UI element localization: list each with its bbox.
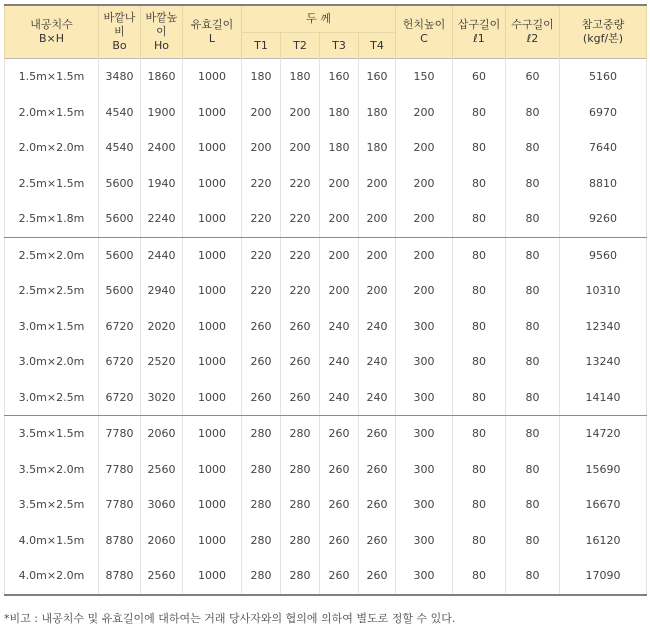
table-cell: 1000 bbox=[183, 166, 242, 202]
table-cell: 80 bbox=[506, 95, 560, 131]
table-cell: 3.5m×2.0m bbox=[5, 452, 99, 488]
table-cell: 7640 bbox=[560, 130, 647, 166]
table-cell: 300 bbox=[396, 487, 453, 523]
table-cell: 220 bbox=[281, 201, 320, 237]
table-cell: 3.0m×2.0m bbox=[5, 344, 99, 380]
table-row bbox=[5, 237, 647, 273]
table-cell: 2240 bbox=[141, 201, 183, 237]
table-cell: 220 bbox=[242, 273, 281, 309]
table-cell: 1000 bbox=[183, 59, 242, 95]
table-cell: 7780 bbox=[99, 416, 141, 452]
table-cell: 200 bbox=[359, 273, 396, 309]
header-reference-weight: 참고중량 (kgf/본) bbox=[560, 5, 647, 59]
table-cell: 2.0m×1.5m bbox=[5, 95, 99, 131]
table-cell: 280 bbox=[242, 452, 281, 488]
table-cell: 260 bbox=[320, 487, 359, 523]
table-cell: 1000 bbox=[183, 273, 242, 309]
table-cell: 1000 bbox=[183, 201, 242, 237]
table-cell: 260 bbox=[359, 558, 396, 595]
table-cell: 3.5m×1.5m bbox=[5, 416, 99, 452]
table-cell: 8780 bbox=[99, 558, 141, 595]
table-cell: 240 bbox=[359, 344, 396, 380]
table-cell: 200 bbox=[396, 237, 453, 273]
header-effective-length: 유효길이 L bbox=[183, 5, 242, 59]
table-cell: 2560 bbox=[141, 558, 183, 595]
table-cell: 1000 bbox=[183, 309, 242, 345]
table-cell: 6720 bbox=[99, 344, 141, 380]
table-cell: 1000 bbox=[183, 95, 242, 131]
table-cell: 80 bbox=[453, 309, 506, 345]
table-cell: 260 bbox=[281, 309, 320, 345]
table-cell: 200 bbox=[242, 130, 281, 166]
table-cell: 180 bbox=[359, 130, 396, 166]
table-cell: 300 bbox=[396, 380, 453, 416]
table-cell: 280 bbox=[281, 452, 320, 488]
table-cell: 80 bbox=[506, 130, 560, 166]
table-cell: 180 bbox=[359, 95, 396, 131]
table-cell: 220 bbox=[242, 201, 281, 237]
table-cell: 1000 bbox=[183, 452, 242, 488]
table-cell: 1000 bbox=[183, 380, 242, 416]
header-thickness: 두 께 bbox=[242, 5, 396, 33]
table-cell: 2.5m×1.5m bbox=[5, 166, 99, 202]
table-cell: 220 bbox=[281, 166, 320, 202]
table-cell: 8780 bbox=[99, 523, 141, 559]
table-cell: 2.5m×2.5m bbox=[5, 273, 99, 309]
table-cell: 80 bbox=[453, 273, 506, 309]
table-cell: 200 bbox=[320, 201, 359, 237]
table-cell: 300 bbox=[396, 309, 453, 345]
footnote: *비고 : 내공치수 및 유효길이에 대하여는 거래 당사자와의 협의에 의하여 별도로 정할 수 있다. bbox=[4, 612, 456, 625]
header-outer-width: 바깥나비 Bo bbox=[99, 5, 141, 59]
table-cell: 300 bbox=[396, 344, 453, 380]
table-cell: 200 bbox=[281, 95, 320, 131]
table-cell: 300 bbox=[396, 558, 453, 595]
table-cell: 280 bbox=[281, 558, 320, 595]
table-cell: 12340 bbox=[560, 309, 647, 345]
table-cell: 260 bbox=[242, 344, 281, 380]
table-cell: 2400 bbox=[141, 130, 183, 166]
table-cell: 200 bbox=[396, 95, 453, 131]
table-cell: 80 bbox=[453, 130, 506, 166]
table-cell: 80 bbox=[453, 95, 506, 131]
table-cell: 16120 bbox=[560, 523, 647, 559]
table-cell: 7780 bbox=[99, 487, 141, 523]
table-cell: 3060 bbox=[141, 487, 183, 523]
table-row bbox=[5, 380, 647, 416]
table-cell: 80 bbox=[506, 523, 560, 559]
table-row bbox=[5, 95, 647, 131]
table-cell: 200 bbox=[396, 201, 453, 237]
table-cell: 2520 bbox=[141, 344, 183, 380]
table-cell: 80 bbox=[453, 523, 506, 559]
table-cell: 5600 bbox=[99, 166, 141, 202]
table-cell: 80 bbox=[506, 487, 560, 523]
table-cell: 1000 bbox=[183, 130, 242, 166]
table-cell: 80 bbox=[453, 558, 506, 595]
table-cell: 220 bbox=[281, 273, 320, 309]
table-cell: 200 bbox=[359, 166, 396, 202]
table-cell: 1000 bbox=[183, 523, 242, 559]
table-cell: 200 bbox=[396, 166, 453, 202]
table-cell: 240 bbox=[359, 309, 396, 345]
table-cell: 80 bbox=[453, 416, 506, 452]
table-cell: 260 bbox=[281, 344, 320, 380]
table-cell: 300 bbox=[396, 523, 453, 559]
table-cell: 240 bbox=[320, 380, 359, 416]
table-cell: 200 bbox=[281, 130, 320, 166]
table-cell: 60 bbox=[453, 59, 506, 95]
table-cell: 5600 bbox=[99, 201, 141, 237]
table-cell: 3480 bbox=[99, 59, 141, 95]
table-cell: 2.5m×2.0m bbox=[5, 237, 99, 273]
table-cell: 1900 bbox=[141, 95, 183, 131]
table-cell: 180 bbox=[320, 130, 359, 166]
table-cell: 160 bbox=[320, 59, 359, 95]
table-cell: 260 bbox=[320, 452, 359, 488]
table-cell: 180 bbox=[281, 59, 320, 95]
table-cell: 180 bbox=[320, 95, 359, 131]
table-cell: 300 bbox=[396, 416, 453, 452]
header-socket-length: 수구길이 ℓ2 bbox=[506, 5, 560, 59]
table-cell: 200 bbox=[396, 130, 453, 166]
table-cell: 1.5m×1.5m bbox=[5, 59, 99, 95]
table-cell: 240 bbox=[320, 344, 359, 380]
header-t1: T1 bbox=[242, 33, 281, 59]
table-cell: 180 bbox=[242, 59, 281, 95]
table-cell: 200 bbox=[320, 166, 359, 202]
table-cell: 280 bbox=[281, 487, 320, 523]
table-cell: 2060 bbox=[141, 416, 183, 452]
table-cell: 80 bbox=[506, 309, 560, 345]
table-row bbox=[5, 416, 647, 452]
table-cell: 220 bbox=[242, 237, 281, 273]
table-cell: 3.0m×1.5m bbox=[5, 309, 99, 345]
table-header bbox=[5, 5, 647, 59]
table-cell: 2440 bbox=[141, 237, 183, 273]
table-cell: 15690 bbox=[560, 452, 647, 488]
table-cell: 200 bbox=[320, 237, 359, 273]
table-cell: 17090 bbox=[560, 558, 647, 595]
table-cell: 2060 bbox=[141, 523, 183, 559]
table-cell: 260 bbox=[242, 309, 281, 345]
table-cell: 200 bbox=[359, 201, 396, 237]
table-body bbox=[5, 59, 647, 595]
table-row bbox=[5, 273, 647, 309]
table-cell: 260 bbox=[242, 380, 281, 416]
table-cell: 80 bbox=[506, 416, 560, 452]
table-cell: 80 bbox=[506, 166, 560, 202]
table-cell: 2.0m×2.0m bbox=[5, 130, 99, 166]
table-cell: 5600 bbox=[99, 237, 141, 273]
table-cell: 80 bbox=[506, 344, 560, 380]
header-spigot-length: 삽구길이 ℓ1 bbox=[453, 5, 506, 59]
table-row bbox=[5, 558, 647, 595]
table-cell: 80 bbox=[453, 344, 506, 380]
header-haunch-height: 헌치높이 C bbox=[396, 5, 453, 59]
table-cell: 80 bbox=[506, 237, 560, 273]
table-row bbox=[5, 344, 647, 380]
table-row bbox=[5, 59, 647, 95]
table-row bbox=[5, 523, 647, 559]
table-cell: 4.0m×1.5m bbox=[5, 523, 99, 559]
table-cell: 260 bbox=[359, 487, 396, 523]
table-cell: 280 bbox=[242, 523, 281, 559]
table-row bbox=[5, 201, 647, 237]
table-row bbox=[5, 309, 647, 345]
table-cell: 280 bbox=[281, 416, 320, 452]
table-cell: 80 bbox=[453, 166, 506, 202]
table-cell: 1940 bbox=[141, 166, 183, 202]
table-row bbox=[5, 166, 647, 202]
table-cell: 300 bbox=[396, 452, 453, 488]
table-cell: 240 bbox=[359, 380, 396, 416]
table-cell: 260 bbox=[359, 452, 396, 488]
table-cell: 80 bbox=[453, 201, 506, 237]
table-cell: 60 bbox=[506, 59, 560, 95]
table-cell: 80 bbox=[506, 380, 560, 416]
table-cell: 80 bbox=[453, 237, 506, 273]
table-cell: 4540 bbox=[99, 130, 141, 166]
table-cell: 260 bbox=[359, 523, 396, 559]
table-cell: 150 bbox=[396, 59, 453, 95]
table-row bbox=[5, 487, 647, 523]
table-cell: 80 bbox=[506, 558, 560, 595]
header-size: 내공치수 B×H bbox=[5, 5, 99, 59]
table-cell: 2940 bbox=[141, 273, 183, 309]
table-cell: 2020 bbox=[141, 309, 183, 345]
table-cell: 3.0m×2.5m bbox=[5, 380, 99, 416]
table-cell: 280 bbox=[242, 416, 281, 452]
table-cell: 6970 bbox=[560, 95, 647, 131]
table-cell: 80 bbox=[453, 487, 506, 523]
table-cell: 1000 bbox=[183, 487, 242, 523]
table-cell: 200 bbox=[242, 95, 281, 131]
table-cell: 160 bbox=[359, 59, 396, 95]
table-cell: 5160 bbox=[560, 59, 647, 95]
table-cell: 14140 bbox=[560, 380, 647, 416]
table-cell: 200 bbox=[320, 273, 359, 309]
table-cell: 200 bbox=[359, 237, 396, 273]
table-cell: 280 bbox=[242, 558, 281, 595]
table-cell: 1000 bbox=[183, 416, 242, 452]
table-cell: 3020 bbox=[141, 380, 183, 416]
table-cell: 260 bbox=[281, 380, 320, 416]
table-cell: 2560 bbox=[141, 452, 183, 488]
table-cell: 13240 bbox=[560, 344, 647, 380]
table-cell: 260 bbox=[359, 416, 396, 452]
table-cell: 2.5m×1.8m bbox=[5, 201, 99, 237]
table-cell: 240 bbox=[320, 309, 359, 345]
table-cell: 260 bbox=[320, 523, 359, 559]
table-cell: 9260 bbox=[560, 201, 647, 237]
table-cell: 80 bbox=[453, 452, 506, 488]
table-cell: 9560 bbox=[560, 237, 647, 273]
table-cell: 1000 bbox=[183, 558, 242, 595]
table-cell: 1000 bbox=[183, 237, 242, 273]
table-cell: 80 bbox=[506, 201, 560, 237]
table-cell: 6720 bbox=[99, 380, 141, 416]
header-outer-height: 바깥높이 Ho bbox=[141, 5, 183, 59]
table-cell: 4.0m×2.0m bbox=[5, 558, 99, 595]
table-cell: 80 bbox=[453, 380, 506, 416]
header-t3: T3 bbox=[320, 33, 359, 59]
table-cell: 1860 bbox=[141, 59, 183, 95]
table-cell: 4540 bbox=[99, 95, 141, 131]
table-cell: 200 bbox=[396, 273, 453, 309]
header-t2: T2 bbox=[281, 33, 320, 59]
table-cell: 14720 bbox=[560, 416, 647, 452]
table-cell: 8810 bbox=[560, 166, 647, 202]
table-cell: 16670 bbox=[560, 487, 647, 523]
table-cell: 220 bbox=[242, 166, 281, 202]
table-cell: 5600 bbox=[99, 273, 141, 309]
table-cell: 260 bbox=[320, 558, 359, 595]
table-cell: 7780 bbox=[99, 452, 141, 488]
table-cell: 10310 bbox=[560, 273, 647, 309]
table-cell: 260 bbox=[320, 416, 359, 452]
table-row bbox=[5, 452, 647, 488]
table-cell: 80 bbox=[506, 452, 560, 488]
table-cell: 220 bbox=[281, 237, 320, 273]
table-cell: 280 bbox=[242, 487, 281, 523]
spec-table bbox=[4, 4, 647, 596]
table-cell: 280 bbox=[281, 523, 320, 559]
table-row bbox=[5, 130, 647, 166]
header-t4: T4 bbox=[359, 33, 396, 59]
table-cell: 80 bbox=[506, 273, 560, 309]
table-cell: 6720 bbox=[99, 309, 141, 345]
table-cell: 1000 bbox=[183, 344, 242, 380]
table-cell: 3.5m×2.5m bbox=[5, 487, 99, 523]
